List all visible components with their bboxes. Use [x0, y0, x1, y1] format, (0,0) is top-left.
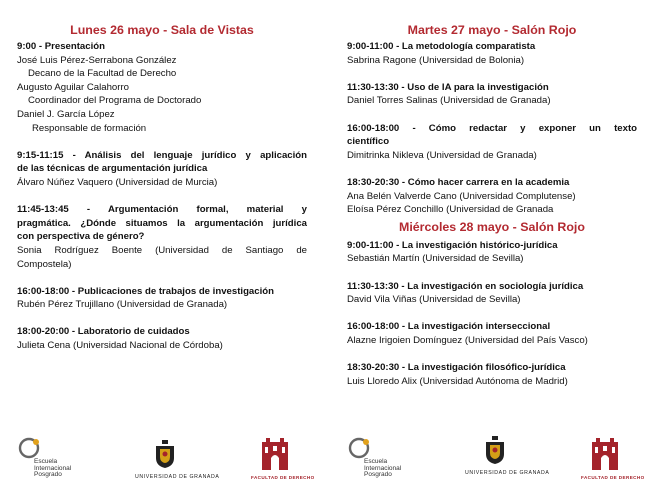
session-title-line: 9:15-11:15 - Análisis del lenguaje jurídico y aplicación: [17, 149, 307, 161]
session-title: 11:30-13:30 - La investigación en sociología jurídica: [347, 280, 584, 292]
session-redactar-texto: [347, 122, 637, 163]
facultad-logo: [579, 432, 645, 492]
session-interseccional: [347, 320, 637, 347]
speaker-line: Sonia Rodríguez Boente (Universidad de Santiago de: [17, 244, 307, 256]
session-title-line: 16:00-18:00 - Cómo redactar y exponer un texto: [347, 122, 637, 134]
session-title: 9:00-11:00 - La metodología comparatista: [347, 41, 536, 52]
session-publicaciones: [17, 285, 307, 312]
speaker: Daniel Torres Salinas (Universidad de Granada): [347, 95, 551, 107]
session-title: 18:00-20:00 - Laboratorio de cuidados: [17, 326, 190, 338]
facultad-logo-text: FACULTAD DE DERECHO: [581, 475, 645, 480]
eip-logo-icon: [347, 436, 371, 460]
session-analisis-lenguaje: [17, 149, 307, 190]
session-title-line: científico: [347, 136, 390, 148]
session-filosofico-juridica: [347, 361, 637, 388]
eip-text-line: Posgrado: [34, 471, 62, 479]
facultad-building-icon: [261, 438, 289, 470]
session-title: 18:30-20:30 - Cómo hacer carrera en la academia: [347, 176, 570, 188]
session-title: 16:00-18:00 - Publicaciones de trabajos de investigación: [17, 285, 274, 297]
day-heading-wednesday: Miércoles 28 mayo - Salón Rojo: [399, 219, 585, 234]
speaker-name: Augusto Aguilar Calahorro: [17, 81, 129, 93]
ugr-logo-text: UNIVERSIDAD DE GRANADA: [135, 474, 220, 480]
eip-text-line: Posgrado: [364, 471, 392, 479]
speaker-role: Coordinador del Programa de Doctorado: [28, 95, 202, 107]
speaker: Julieta Cena (Universidad Nacional de Córdoba): [17, 340, 223, 352]
session-title: 9:00-11:00 - La investigación histórico-jurídica: [347, 239, 558, 251]
speaker-name: José Luis Pérez-Serrabona González: [17, 54, 177, 66]
facultad-logo-text: FACULTAD DE DERECHO: [251, 475, 315, 480]
day-heading-monday: Lunes 26 mayo - Sala de Vistas: [70, 23, 254, 37]
session-argumentacion: [17, 203, 307, 271]
day-heading-tuesday: Martes 27 mayo - Salón Rojo: [407, 23, 577, 37]
left-column: [17, 22, 307, 366]
eip-logo: [17, 432, 77, 492]
speaker: Álvaro Núñez Vaquero (Universidad de Murcia): [17, 176, 218, 188]
speaker: Eloísa Pérez Conchillo (Universidad de Granada: [347, 204, 554, 216]
right-column: [347, 22, 637, 402]
speaker: Alazne Irigoien Domínguez (Universidad del País Vasco): [347, 334, 588, 346]
eip-text-line: Escuela: [34, 458, 58, 465]
eip-logo-text: [34, 459, 71, 479]
ugr-crest-icon: [153, 440, 177, 470]
session-title: 16:00-18:00 - La investigación interseccional: [347, 321, 551, 333]
speaker: Ana Belén Valverde Cano (Universidad Complutense): [347, 190, 576, 202]
speaker-role: Responsable de formación: [32, 122, 147, 134]
speaker-role: Decano de la Facultad de Derecho: [28, 68, 177, 80]
session-uso-ia: [347, 81, 637, 108]
session-sociologia-juridica: [347, 280, 637, 307]
session-title-line: de las técnicas de argumentación jurídica: [17, 163, 208, 175]
speaker: Sebastián Martín (Universidad de Sevilla): [347, 253, 524, 265]
eip-logo-icon: [17, 436, 41, 460]
eip-logo-text: [364, 459, 401, 479]
session-title: 18:30-20:30 - La investigación filosófico-jurídica: [347, 362, 566, 374]
eip-text-line: Escuela: [364, 458, 388, 465]
eip-text-line: Internacional: [34, 464, 72, 472]
facultad-building-icon: [591, 438, 619, 470]
session-title-line: pragmática. ¿Dónde situamos la argumentación jurídica: [17, 217, 307, 229]
ugr-logo: [135, 432, 220, 492]
session-title-line: 11:45-13:45 - Argumentación formal, material y: [17, 204, 307, 216]
speaker-line: Compostela): [17, 258, 72, 270]
session-metodologia-comparatista: [347, 40, 637, 67]
ugr-logo: [465, 432, 550, 492]
speaker: Luis Lloredo Alix (Universidad Autónoma de Madrid): [347, 375, 568, 387]
session-title: 11:30-13:30 - Uso de IA para la investigación: [347, 81, 549, 93]
speaker: Rubén Pérez Trujillano (Universidad de Granada): [17, 299, 228, 311]
ugr-crest-icon: [483, 436, 507, 466]
session-presentation: [17, 40, 307, 135]
speaker: Sabrina Ragone (Universidad de Bolonia): [347, 54, 525, 66]
eip-logo: [347, 432, 407, 492]
logos-row-right: [347, 432, 645, 492]
session-laboratorio: [17, 325, 307, 352]
ugr-logo-text: UNIVERSIDAD DE GRANADA: [465, 470, 550, 476]
logos-row-left: [17, 432, 315, 492]
session-carrera-academia: [347, 176, 637, 217]
speaker: Dimitrinka Nikleva (Universidad de Granada): [347, 149, 537, 161]
session-historico-juridica: [347, 239, 637, 266]
speaker: David Vila Viñas (Universidad de Sevilla): [347, 294, 521, 306]
session-title: 9:00 - Presentación: [17, 41, 105, 52]
speaker-name: Daniel J. García López: [17, 108, 115, 120]
facultad-logo: [249, 432, 315, 492]
eip-text-line: Internacional: [364, 464, 402, 472]
session-title-line: con perspectiva de género?: [17, 231, 145, 243]
